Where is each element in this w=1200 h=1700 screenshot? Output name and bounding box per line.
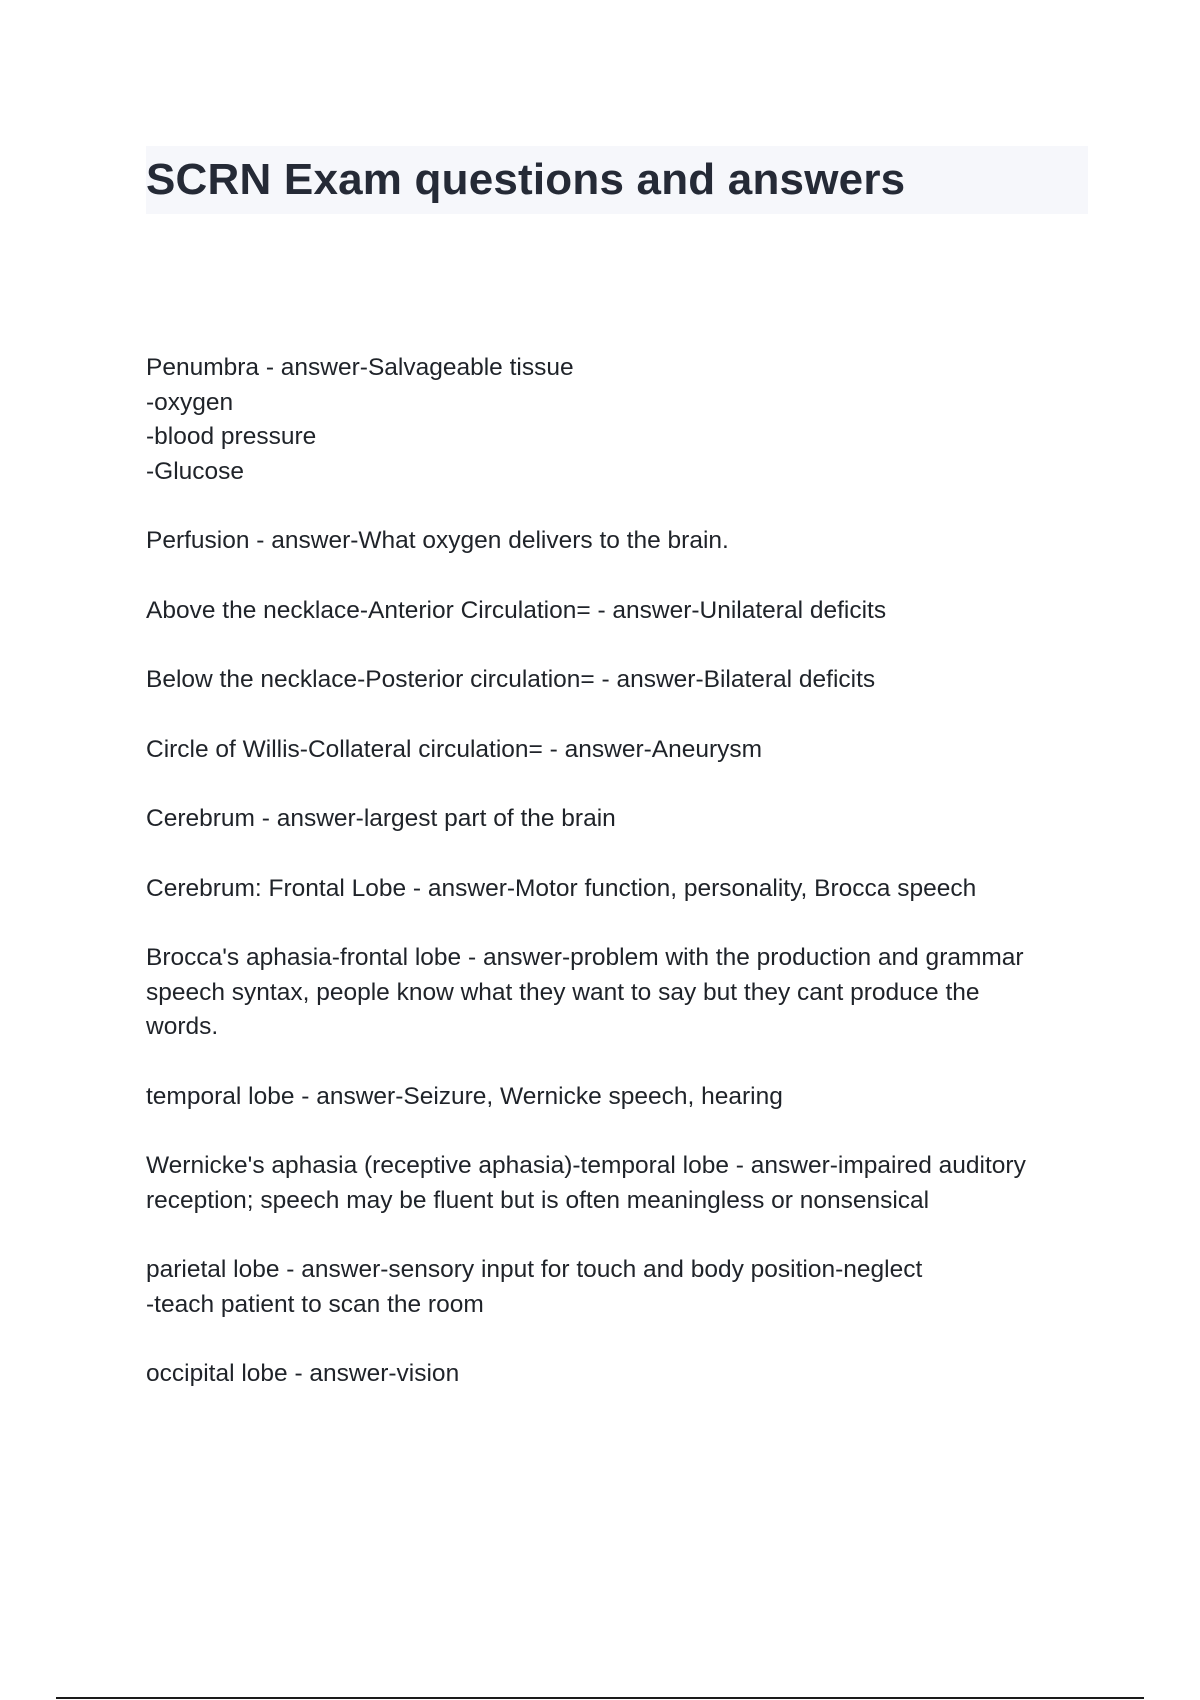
entry-line: parietal lobe - answer-sensory input for touch and body position-neglect [146, 1256, 923, 1283]
qa-entry-posterior-circulation [146, 663, 1096, 698]
entry-line: reception; speech may be fluent but is often meaningless or nonsensical [146, 1186, 930, 1214]
qa-entry-circle-of-willis [146, 733, 1096, 768]
entry-line: -oxygen [146, 388, 234, 416]
qa-entry-parietal-lobe [146, 1253, 1096, 1322]
entry-line: speech syntax, people know what they want to say but they cant produce the [146, 978, 980, 1006]
qa-entry-wernickes-aphasia [146, 1149, 1096, 1218]
entry-line: words. [146, 1013, 219, 1040]
entry-line: Penumbra - answer-Salvageable tissue [146, 354, 574, 381]
qa-entry-penumbra [146, 351, 1096, 489]
entry-line: Below the necklace-Posterior circulation= - answer-Bilateral deficits [146, 666, 876, 693]
qa-entry-cerebrum [146, 802, 1096, 837]
entry-line: Cerebrum: Frontal Lobe - answer-Motor function, personality, Brocca speech [146, 874, 977, 902]
entry-line: -blood pressure [146, 423, 317, 450]
document-title: SCRN Exam questions and answers [146, 155, 906, 204]
qa-entry-anterior-circulation [146, 594, 1096, 629]
qa-entry-perfusion [146, 524, 1096, 559]
entry-line: Circle of Willis-Collateral circulation= - answer-Aneurysm [146, 735, 763, 763]
entry-line: occipital lobe - answer-vision [146, 1360, 460, 1387]
qa-entry-frontal-lobe [146, 872, 1096, 907]
qa-entry-temporal-lobe [146, 1080, 1096, 1115]
entry-line: temporal lobe - answer-Seizure, Wernicke speech, hearing [146, 1082, 783, 1110]
entry-line: -Glucose [146, 457, 245, 485]
entry-line: -teach patient to scan the room [146, 1290, 484, 1318]
qa-entry-occipital-lobe [146, 1357, 1096, 1392]
entry-line: Perfusion - answer-What oxygen delivers to the brain. [146, 527, 729, 554]
entry-line: Cerebrum - answer-largest part of the brain [146, 805, 616, 832]
qa-entry-broccas-aphasia [146, 941, 1096, 1045]
entry-line: Brocca's aphasia-frontal lobe - answer-problem with the production and grammar [146, 944, 1024, 971]
footer-divider [56, 1697, 1144, 1699]
entry-line: Above the necklace-Anterior Circulation= - answer-Unilateral deficits [146, 596, 887, 624]
qa-entry-list [146, 351, 1096, 1427]
entry-line: Wernicke's aphasia (receptive aphasia)-temporal lobe - answer-impaired auditory [146, 1152, 1026, 1179]
